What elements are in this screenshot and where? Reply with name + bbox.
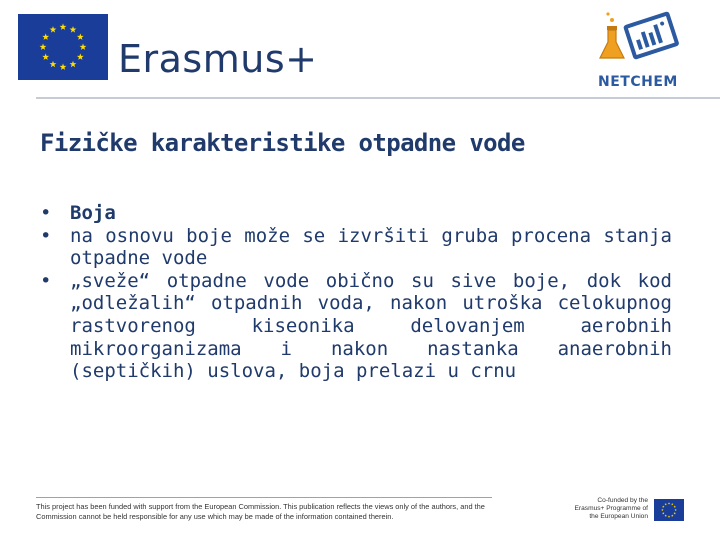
bullet-glyph: •: [40, 224, 52, 247]
bullet-list: [40, 202, 672, 383]
bullet-text: Boja: [70, 202, 116, 224]
footer-divider: [36, 497, 492, 498]
bullet-glyph: •: [40, 269, 52, 292]
bullet-item: [40, 270, 672, 383]
funding-disclaimer: This project has been funded with support from the European Commission. This publication reflects the views only of the authors, and the Commission cannot be held responsible for any use which may be made of the information contained therein.: [36, 502, 485, 521]
erasmus-plus-logo: Erasmus+: [118, 37, 318, 81]
bullet-text: na osnovu boje može se izvršiti gruba procena stanja otpadne vode: [70, 224, 672, 270]
bullet-item: [40, 225, 672, 270]
bullet-text: „sveže“ otpadne vode obično su sive boje, dok kod „odležalih“ otpadnih voda, nakon utroška celokupnog rastvorenog kiseonika delovanjem aerobnih mikroorganizama i nakon nastanka anaerobnih (septičkih) uslova, boja prelazi u crnu: [70, 269, 672, 383]
eu-flag-small-icon: [654, 499, 684, 521]
bullet-item: [40, 202, 672, 225]
netchem-logo-icon: [590, 8, 690, 68]
header-divider: [36, 97, 720, 99]
cofunded-label: Co-funded by the Erasmus+ Programme of the European Union: [574, 497, 648, 520]
eu-flag-icon: [18, 14, 108, 80]
slide-title: Fizičke karakteristike otpadne vode: [40, 129, 525, 157]
netchem-wordmark: NETCHEM: [598, 74, 678, 90]
bullet-glyph: •: [40, 202, 52, 224]
